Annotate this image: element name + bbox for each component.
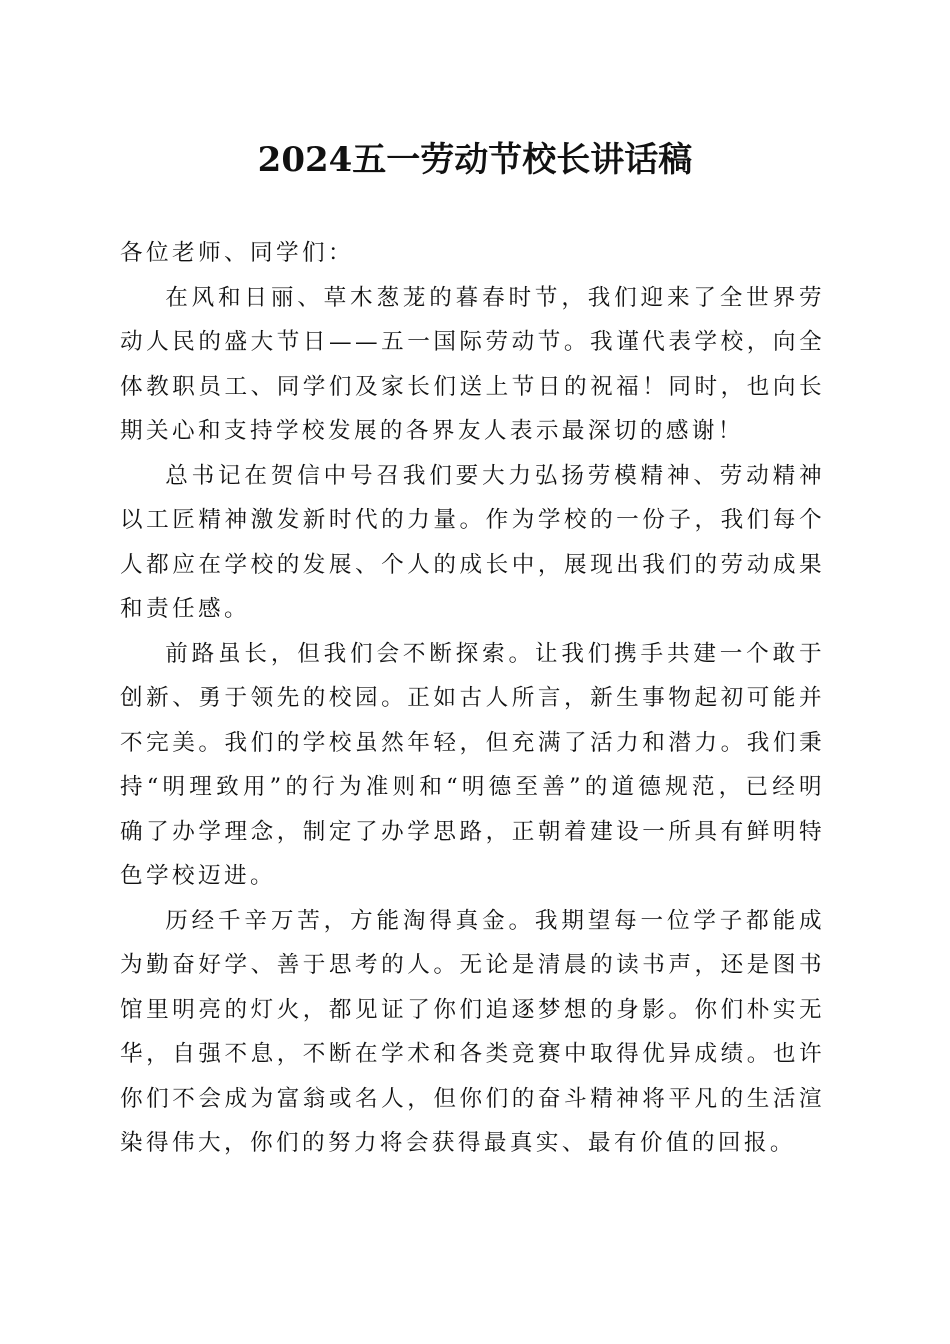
greeting-line: 各位老师、同学们： (120, 240, 354, 266)
document-body (120, 231, 825, 1166)
paragraph-4: 历经千辛万苦，方能淘得真金。我期望每一位学子都能成为勤奋好学、善于思考的人。无论是清晨的读书声，还是图书馆里明亮的灯火，都见证了你们追逐梦想的身影。你们朴实无华，自强不息，不断在学术和各类竞赛中取得优异成绩。也许你们不会成为富翁或名人，但你们的奋斗精神将平凡的生活渲染得伟大，你们的努力将会获得最真实、最有价值的回报。 (120, 907, 825, 1156)
paragraph-3: 前路虽长，但我们会不断探索。让我们携手共建一个敢于创新、勇于领先的校园。正如古人所言，新生事物起初可能并不完美。我们的学校虽然年轻，但充满了活力和潜力。我们秉持“明理致用”的行为准则和“明德至善”的道德规范，已经明确了办学理念，制定了办学思路，正朝着建设一所具有鲜明特色学校迈进。 (120, 640, 825, 889)
paragraph-2: 总书记在贺信中号召我们要大力弘扬劳模精神、劳动精神以工匠精神激发新时代的力量。作为学校的一份子，我们每个人都应在学校的发展、个人的成长中，展现出我们的劳动成果和责任感。 (120, 462, 825, 622)
document-title: 2024五一劳动节校长讲话稿 (257, 140, 693, 180)
paragraph-1: 在风和日丽、草木葱茏的暮春时节，我们迎来了全世界劳动人民的盛大节日——五一国际劳动节。我谨代表学校，向全体教职员工、同学们及家长们送上节日的祝福！同时，也向长期关心和支持学校发展的各界友人表示最深切的感谢！ (120, 284, 825, 444)
